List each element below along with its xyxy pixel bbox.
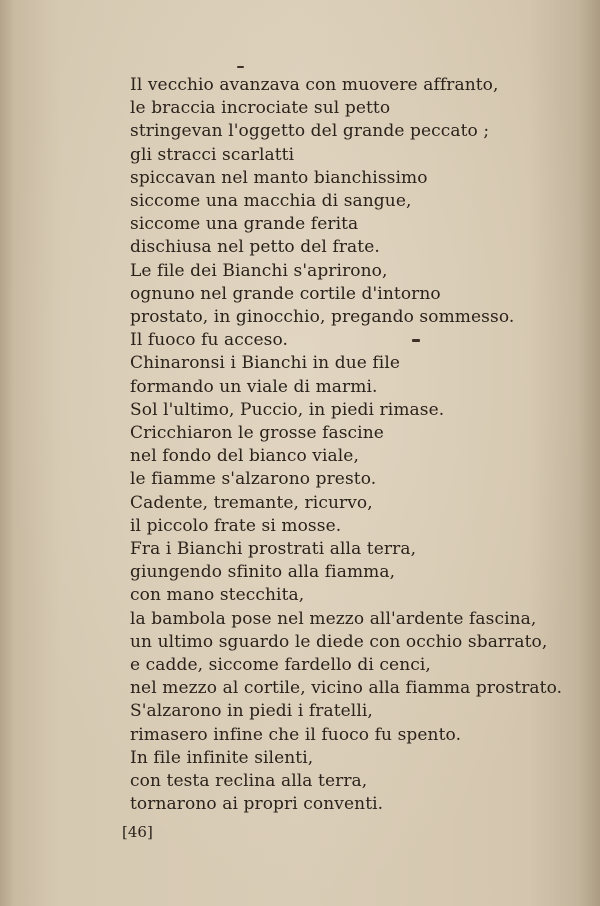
- poem-line: prostato, in ginocchio, pregando sommesso.: [130, 307, 515, 328]
- poem-line: spiccavan nel manto bianchissimo: [130, 167, 428, 188]
- poem-line: siccome una macchia di sangue,: [130, 191, 412, 212]
- poem-line: con testa reclina alla terra,: [130, 771, 368, 792]
- poem-line: Cricchiaron le grosse fascine: [130, 423, 384, 444]
- poem-line: le fiamme s'alzarono presto.: [130, 469, 377, 490]
- poem-line: Il fuoco fu acceso.: [130, 330, 289, 351]
- poem-line: gli stracci scarlatti: [130, 144, 295, 165]
- ink-speck: [237, 66, 244, 68]
- poem-line: ognuno nel grande cortile d'intorno: [130, 283, 441, 304]
- poem-line: le braccia incrociate sul petto: [130, 98, 391, 119]
- poem-line: Il vecchio avanzava con muovere affranto,: [130, 75, 499, 95]
- page-number: [46]: [122, 823, 153, 841]
- page-spine-shadow: [578, 0, 600, 906]
- poem-line: siccome una grande ferita: [130, 214, 359, 235]
- poem-line: giungendo sfinito alla fiamma,: [130, 562, 396, 583]
- poem-line: rimasero infine che il fuoco fu spento.: [130, 724, 462, 745]
- poem-line: Cadente, tremante, ricurvo,: [130, 492, 373, 513]
- page-left-edge: [0, 0, 14, 906]
- poem-line: con mano stecchita,: [130, 585, 305, 606]
- poem-line: S'alzarono in piedi i fratelli,: [130, 701, 373, 722]
- poem-line: formando un viale di marmi.: [130, 376, 378, 397]
- poem-line: stringevan l'oggetto del grande peccato ;: [130, 121, 490, 142]
- poem-line: In file infinite silenti,: [130, 747, 314, 768]
- poem-line: nel mezzo al cortile, vicino alla fiamma prostrato.: [130, 678, 563, 699]
- poem-line: la bambola pose nel mezzo all'ardente fascina,: [130, 608, 537, 629]
- poem-line: Fra i Bianchi prostrati alla terra,: [130, 539, 417, 560]
- poem-line: dischiusa nel petto del frate.: [130, 237, 380, 258]
- poem-line: Le file dei Bianchi s'aprirono,: [130, 260, 388, 281]
- poem-line: Chinaronsi i Bianchi in due file: [130, 353, 401, 374]
- poem-line: un ultimo sguardo le diede con occhio sbarrato,: [130, 631, 548, 652]
- poem-line: tornarono ai propri conventi.: [130, 794, 384, 815]
- poem-line: Sol l'ultimo, Puccio, in piedi rimase.: [130, 399, 445, 420]
- poem-line: nel fondo del bianco viale,: [130, 446, 359, 467]
- poem-line: e cadde, siccome fardello di cenci,: [130, 655, 431, 676]
- poem-text: [130, 74, 562, 817]
- poem-line: il piccolo frate si mosse.: [130, 515, 342, 536]
